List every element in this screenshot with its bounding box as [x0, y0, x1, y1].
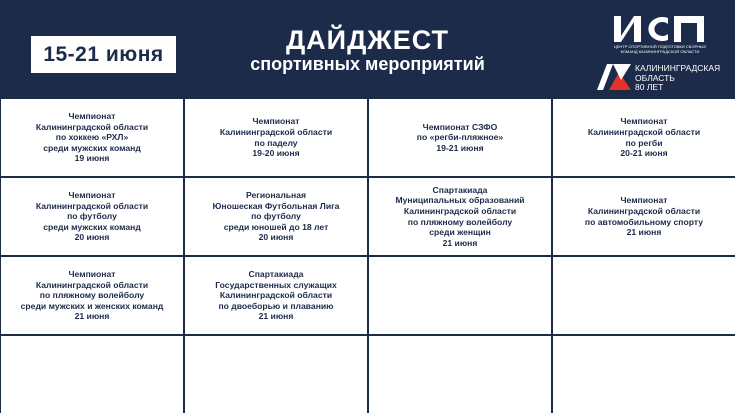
isp-logo-caption: ЦЕНТР СПОРТИВНОЙ ПОДГОТОВКИ СБОРНЫХ КОМАНД КАЛИНИНГРАДСКОЙ ОБЛАСТИ — [613, 44, 707, 54]
header-banner — [0, 0, 735, 99]
event-card: Спартакиада Государственных служащих Калининградской области по двоеборью и плаванию 21 июня — [185, 257, 367, 334]
empty-card — [1, 336, 183, 413]
event-card: Чемпионат Калининградской области по паделу 19-20 июня — [185, 99, 367, 176]
region-80-logo — [597, 64, 727, 92]
event-card: Чемпионат СЗФО по «регби-пляжное» 19-21 июня — [369, 99, 551, 176]
region-emblem-icon — [597, 64, 631, 90]
page-subtitle: спортивных мероприятий — [250, 54, 485, 74]
empty-card — [553, 257, 735, 334]
empty-card — [369, 257, 551, 334]
event-card: Чемпионат Калининградской области по пляжному волейболу среди мужских и женских команд 21 июня — [1, 257, 183, 334]
empty-card — [369, 336, 551, 413]
event-card: Региональная Юношеская Футбольная Лига по футболу среди юношей до 18 лет 20 июня — [185, 178, 367, 255]
event-card: Чемпионат Калининградской области по футболу среди мужских команд 20 июня — [1, 178, 183, 255]
event-card: Чемпионат Калининградской области по регби 20-21 июня — [553, 99, 735, 176]
title-block — [200, 26, 535, 74]
empty-card — [553, 336, 735, 413]
events-grid — [0, 99, 735, 413]
event-card: Чемпионат Калининградской области по автомобильному спорту 21 июня — [553, 178, 735, 255]
region-logo-text: КАЛИНИНГРАДСКАЯ ОБЛАСТЬ 80 ЛЕТ — [635, 63, 721, 92]
empty-card — [185, 336, 367, 413]
page-title: ДАЙДЖЕСТ — [285, 25, 450, 55]
date-range-badge: 15-21 июня — [31, 36, 176, 73]
event-card: Чемпионат Калининградской области по хоккею «РХЛ» среди мужских команд 19 июня — [1, 99, 183, 176]
event-card: Спартакиада Муниципальных образований Калининградской области по пляжному волейболу среди женщин 21 июня — [369, 178, 551, 255]
